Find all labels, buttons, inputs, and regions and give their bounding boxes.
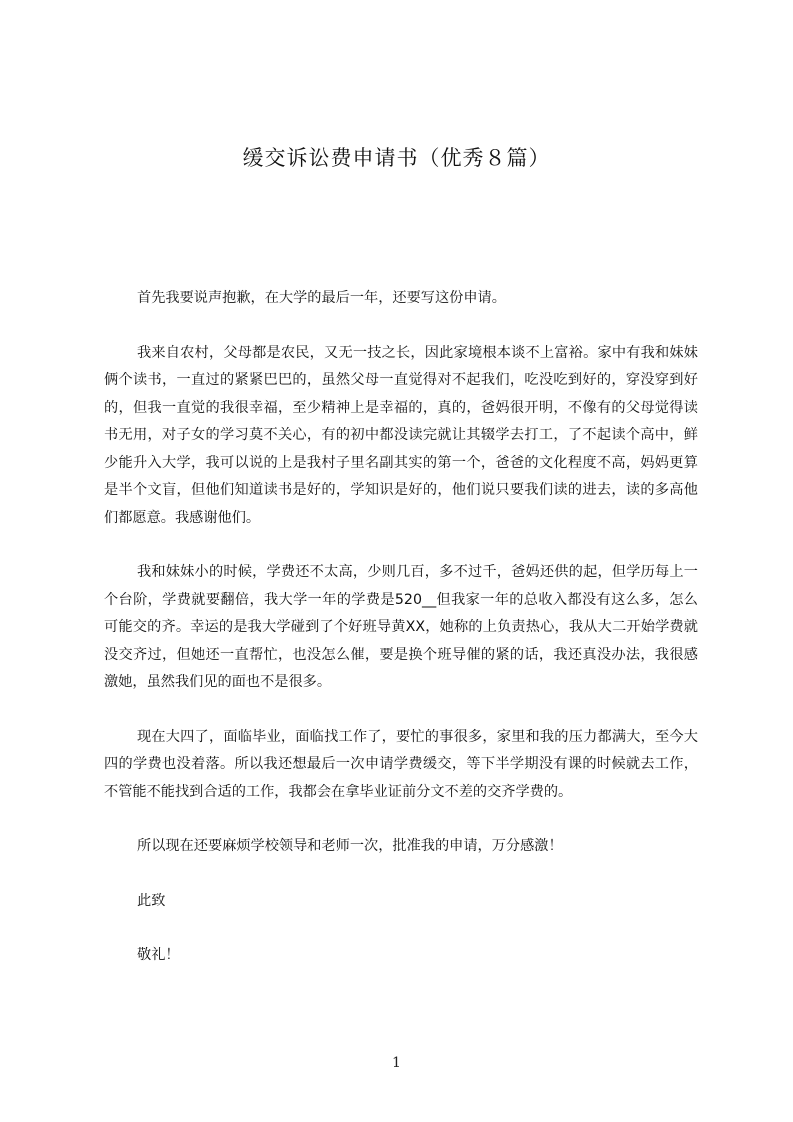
paragraph-closing-request: 所以现在还要麻烦学校领导和老师一次，批准我的申请，万分感激！ <box>137 838 563 854</box>
paragraph-tuition-situation: 我和妹妹小的时候，学费还不太高，少则几百，多不过千，爸妈还供的起，但学历每上一个台阶，学费就要翻倍，我大学一年的学费是520__但我家一年的总收入都没有这么多，怎么可能交的齐。幸运的是我大学碰到了个好班导黄XX，她称的上负责热心，我从大二开始学费就没交齐过，但她还一直帮忙，也没怎么催，要是换个班导催的紧的话，我还真没办法，我很感激她，虽然我们见的面也不是很多。 <box>104 564 698 690</box>
paragraph-family-background: 我来自农村，父母都是农民，又无一技之长，因此家境根本谈不上富裕。家中有我和妹妹俩个读书，一直过的紧紧巴巴的，虽然父母一直觉得对不起我们，吃没吃到好的，穿没穿到好的，但我一直觉的我很幸福，至少精神上是幸福的，真的，爸妈很开明，不像有的父母觉得读书无用，对子女的学习莫不关心，有的初中都没读完就让其辍学去打工，了不起读个高中，鲜少能升入大学，我可以说的上是我村子里名副其实的第一个，爸爸的文化程度不高，妈妈更算是半个文盲，但他们知道读书是好的，学知识是好的，他们说只要我们读的进去，读的多高他们都愿意。我感谢他们。 <box>104 344 698 526</box>
paragraph-current-request: 现在大四了，面临毕业，面临找工作了，要忙的事很多，家里和我的压力都满大，至今大四的学费也没着落。所以我还想最后一次申请学费缓交，等下半学期没有课的时候就去工作，不管能不能找到合适的工作，我都会在拿毕业证前分文不差的交齐学费的。 <box>104 728 698 800</box>
salutation-cizhi: 此致 <box>137 892 166 909</box>
document-body <box>104 285 698 997</box>
paragraph-intro: 首先我要说声抱歉，在大学的最后一年，还要写这份申请。 <box>137 290 506 306</box>
page-number: 1 <box>392 1055 401 1071</box>
page-title: 缓交诉讼费申请书（优秀８篇） <box>242 146 551 170</box>
salutation-jingli: 敬礼！ <box>137 947 180 963</box>
